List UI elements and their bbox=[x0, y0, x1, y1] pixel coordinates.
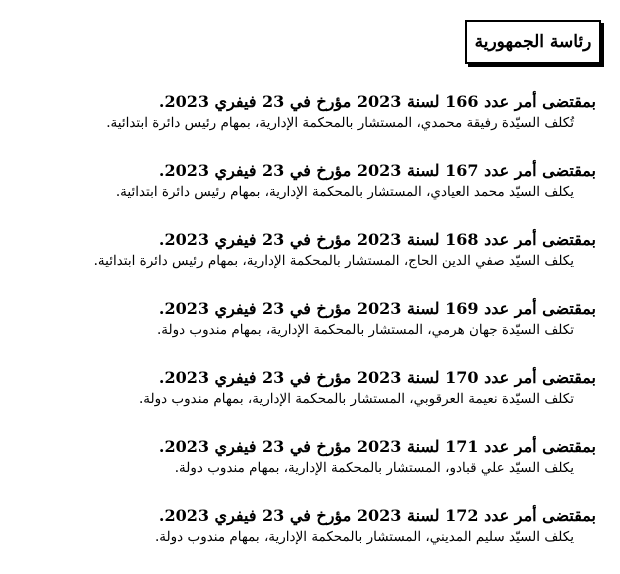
decree-body: تكلف السيّدة جهان هرمي، المستشار بالمحكمة الإدارية، بمهام مندوب دولة. bbox=[156, 322, 574, 338]
decree-list bbox=[93, 91, 596, 574]
decree-entry bbox=[96, 91, 596, 160]
decree-entry bbox=[96, 505, 596, 574]
decree-heading: بمقتضى أمر عدد 169 لسنة 2023 مؤرخ في 23 فيفري 2023. bbox=[158, 299, 596, 318]
decree-body: تكلف السيّدة نعيمة العرقوبي، المستشار بالمحكمة الإدارية، بمهام مندوب دولة. bbox=[138, 391, 574, 407]
decree-body: يكلف السيّد صفي الدين الحاج، المستشار بالمحكمة الإدارية، بمهام رئيس دائرة ابتدائية. bbox=[93, 253, 574, 269]
decree-entry bbox=[93, 229, 596, 298]
decree-entry bbox=[96, 160, 596, 229]
decree-heading: بمقتضى أمر عدد 167 لسنة 2023 مؤرخ في 23 فيفري 2023. bbox=[158, 161, 596, 180]
decree-heading: بمقتضى أمر عدد 168 لسنة 2023 مؤرخ في 23 فيفري 2023. bbox=[158, 230, 596, 249]
decree-entry bbox=[96, 436, 596, 505]
decree-body: تُكلف السيّدة رفيقة محمدي، المستشار بالمحكمة الإدارية، بمهام رئيس دائرة ابتدائية. bbox=[106, 115, 574, 131]
decree-body: يكلف السيّد سليم المديني، المستشار بالمحكمة الإدارية، بمهام مندوب دولة. bbox=[155, 529, 574, 545]
decree-body: يكلف السيّد علي قبادو، المستشار بالمحكمة الإدارية، بمهام مندوب دولة. bbox=[174, 460, 574, 476]
decree-body: يكلف السيّد محمد العيادي، المستشار بالمحكمة الإدارية، بمهام رئيس دائرة ابتدائية. bbox=[115, 184, 574, 200]
decree-heading: بمقتضى أمر عدد 172 لسنة 2023 مؤرخ في 23 فيفري 2023. bbox=[158, 506, 596, 525]
header-title: رئاسة الجمهورية bbox=[474, 32, 592, 52]
decree-entry bbox=[96, 298, 596, 367]
decree-heading: بمقتضى أمر عدد 166 لسنة 2023 مؤرخ في 23 فيفري 2023. bbox=[158, 92, 596, 111]
decree-heading: بمقتضى أمر عدد 170 لسنة 2023 مؤرخ في 23 فيفري 2023. bbox=[158, 368, 596, 387]
header-box bbox=[465, 20, 601, 64]
decree-entry bbox=[96, 367, 596, 436]
decree-heading: بمقتضى أمر عدد 171 لسنة 2023 مؤرخ في 23 فيفري 2023. bbox=[158, 437, 596, 456]
